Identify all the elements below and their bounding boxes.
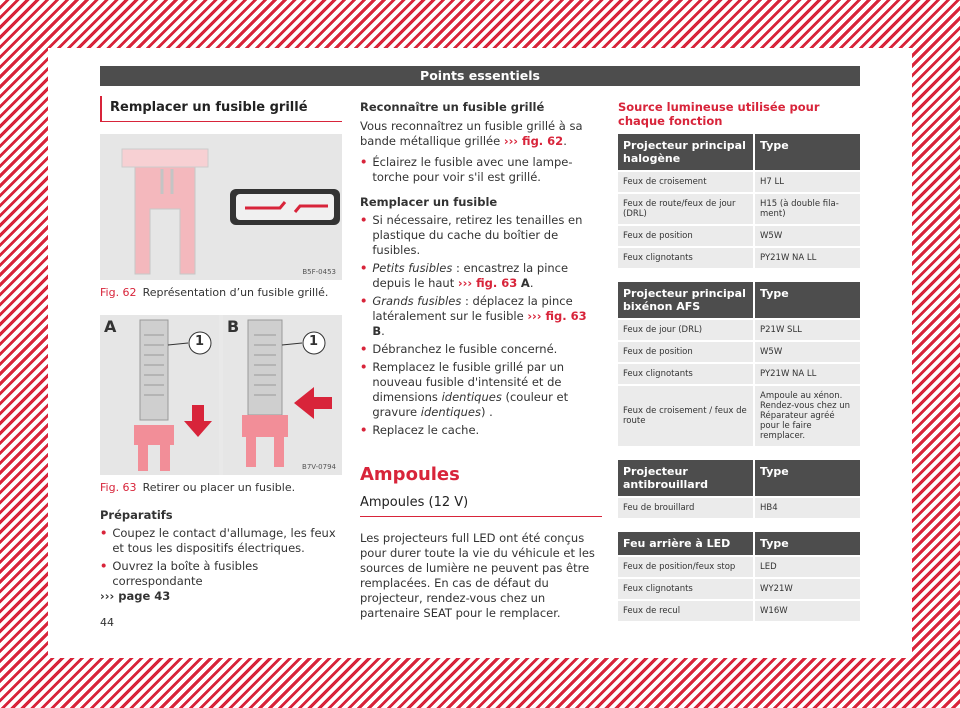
table-title: Source lumineuse utilisée pour chaque fonction [618, 100, 820, 128]
bulb-table [618, 460, 860, 518]
bullet-item: • Éclairez le fusible avec une lampe-torche pour voir s'il est grillé. [360, 155, 573, 184]
link-fig-63[interactable]: ››› fig. 63 [457, 276, 518, 290]
figure-number: Fig. 63 [100, 481, 137, 494]
link-fig-63[interactable]: ››› fig. 63 [527, 309, 587, 323]
table-row [618, 247, 860, 268]
table-row [618, 193, 860, 225]
table-cell: PY21W NA LL [754, 247, 860, 268]
figure-remove-fuse [100, 315, 342, 475]
column-middle [360, 100, 602, 621]
table-cell: P21W SLL [754, 319, 860, 341]
table-cell: Feux de jour (DRL) [618, 319, 754, 341]
figure-caption-text: Représentation d’un fusible grillé. [142, 286, 329, 299]
page-number: 44 [100, 616, 114, 629]
table-row [618, 225, 860, 247]
table-cell: Feux de position [618, 225, 754, 247]
page-reference[interactable]: ››› page 43 [100, 589, 171, 603]
blown-fuse-illustration [100, 134, 342, 280]
column-right [618, 100, 860, 635]
table-cell: Feu de brouillard [618, 497, 754, 518]
table-row [618, 363, 860, 385]
table-header: Projecteur principal bixénon AFS [618, 282, 754, 319]
link-fig-62[interactable]: ››› fig. 62 [503, 134, 564, 148]
figure-blown-fuse [100, 134, 342, 280]
panel-label-b: B [227, 317, 240, 336]
bullet-item: • Coupez le contact d'allumage, les feux et tous les dispositifs électriques. [100, 526, 336, 555]
table-cell: W5W [754, 341, 860, 363]
figure-caption-62 [100, 286, 342, 299]
table-row [618, 600, 860, 621]
replace-title: Remplacer un fusible [360, 195, 498, 209]
table-header: Projecteur antibrouillard [618, 460, 754, 497]
table-row [618, 385, 860, 446]
figure-caption-63 [100, 481, 342, 494]
panel-label-a: A [104, 317, 117, 336]
recognize-title: Reconnaître un fusible grillé [360, 100, 545, 114]
callout-1-a: 1 [195, 334, 205, 349]
recognize-text: Vous reconnaîtrez un fusible grillé à sa bande métallique grillée ››› fig. 62. [360, 119, 583, 148]
table-cell: Feux de route/feux de jour (DRL) [618, 193, 754, 225]
table-row [618, 578, 860, 600]
table-header: Feu arrière à LED [618, 532, 754, 556]
bullet-item: • Grands fusibles : déplacez la pince latéralement sur le fusible ››› fig. 63 B. [360, 294, 587, 338]
bulb-table [618, 282, 860, 446]
bullet-item: • Petits fusibles : encastrez la pince depuis le haut ››› fig. 63 A. [360, 261, 569, 290]
table-header: Type [754, 532, 860, 556]
section-title-bulbs: Ampoules (12 V) [360, 495, 602, 517]
prep-title: Préparatifs [100, 508, 173, 522]
table-cell: Ampoule au xénon. Rendez-vous chez un Réparateur agréé pour le faire remplacer. [754, 385, 860, 446]
table-row [618, 497, 860, 518]
bullet-item: • Replacez le cache. [360, 423, 480, 437]
table-cell: Feux clignotants [618, 247, 754, 268]
callout-1-b: 1 [309, 334, 319, 349]
table-cell: WY21W [754, 578, 860, 600]
bullet-item: • Ouvrez la boîte à fusibles correspondante [100, 559, 259, 588]
chapter-title: Ampoules [360, 464, 460, 485]
bulb-table [618, 134, 860, 268]
table-row [618, 556, 860, 578]
bulb-tables [618, 134, 860, 621]
table-cell: W16W [754, 600, 860, 621]
page-header: Points essentiels [100, 66, 860, 86]
table-cell: Feux de croisement [618, 171, 754, 193]
table-header: Projecteur principal halogène [618, 134, 754, 171]
table-cell: H15 (à double filament) [754, 193, 860, 225]
table-cell: H7 LL [754, 171, 860, 193]
table-header: Type [754, 282, 860, 319]
image-code: B5F-0453 [302, 268, 336, 276]
table-row [618, 319, 860, 341]
table-cell: PY21W NA LL [754, 363, 860, 385]
table-cell: LED [754, 556, 860, 578]
table-cell: HB4 [754, 497, 860, 518]
table-cell: Feux clignotants [618, 578, 754, 600]
bullet-item: • Remplacez le fusible grillé par un nouveau fusible d'intensité et de dimensions identiques (couleur et gravure identiques) . [360, 360, 569, 419]
section-title-fuse: Remplacer un fusible grillé [100, 96, 342, 122]
table-cell: Feux de position/feux stop [618, 556, 754, 578]
image-code: B7V-0794 [302, 463, 336, 471]
bullet-item: • Si nécessaire, retirez les tenailles en plastique du cache du boîtier de fusibles. [360, 213, 583, 257]
led-text: Les projecteurs full LED ont été conçus pour durer toute la vie du véhicule et les sources de lumière ne peuvent pas être remplacées. En cas de défaut du projecteur, rendez-vous chez un partenaire SEAT pour le remplacer. [360, 531, 595, 620]
column-left [100, 96, 342, 604]
table-header: Type [754, 134, 860, 171]
figure-caption-text: Retirer ou placer un fusible. [142, 481, 296, 494]
figure-number: Fig. 62 [100, 286, 137, 299]
table-cell: Feux clignotants [618, 363, 754, 385]
remove-fuse-illustration [100, 315, 342, 475]
bullet-item: • Débranchez le fusible concerné. [360, 342, 558, 356]
table-cell: Feux de croisement / feux de route [618, 385, 754, 446]
table-row [618, 341, 860, 363]
bulb-table [618, 532, 860, 621]
table-cell: W5W [754, 225, 860, 247]
table-row [618, 171, 860, 193]
table-cell: Feux de recul [618, 600, 754, 621]
table-header: Type [754, 460, 860, 497]
table-cell: Feux de position [618, 341, 754, 363]
